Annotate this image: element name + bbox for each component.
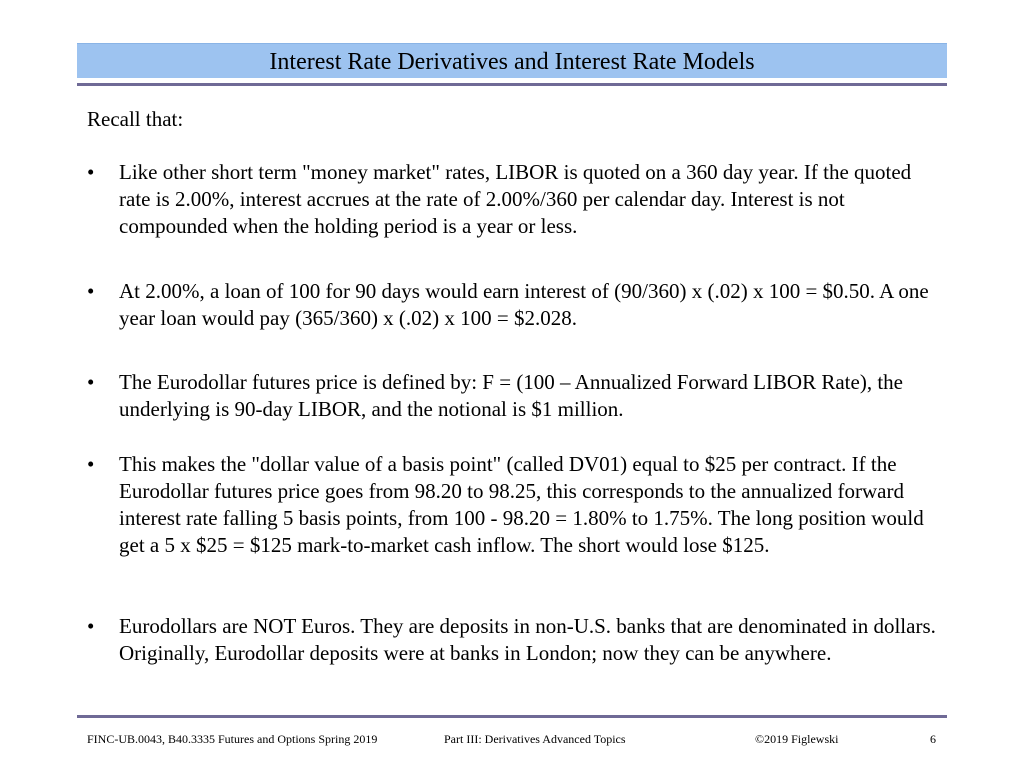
bullet-text: Like other short term "money market" rates, LIBOR is quoted on a 360 day year. If the quoted rate is 2.00%, interest accrues at the rate of 2.00%/360 per calendar day. Interest is not compounded when the holding period is a year or less. [119,160,912,238]
bullet-marker: • [87,160,95,184]
bullet-item [87,369,947,423]
bullet-marker: • [87,614,95,638]
footer-course: FINC-UB.0043, B40.3335 Futures and Options Spring 2019 [87,732,378,746]
footer-copyright: ©2019 Figlewski [755,732,839,746]
intro-text: Recall that: [87,107,184,131]
bullet-marker: • [87,370,95,394]
page-number: 6 [930,732,936,746]
bullet-text: At 2.00%, a loan of 100 for 90 days would earn interest of (90/360) x (.02) x 100 = $0.50. A one year loan would pay (365/360) x (.02) x 100 = $2.028. [119,279,929,330]
bullet-text: The Eurodollar futures price is defined by: F = (100 – Annualized Forward LIBOR Rate), the underlying is 90-day LIBOR, and the notional is $1 million. [119,370,903,421]
footer-part: Part III: Derivatives Advanced Topics [444,732,626,746]
bullet-item [87,451,947,559]
bullet-marker: • [87,279,95,303]
bullet-text: Eurodollars are NOT Euros. They are deposits in non-U.S. banks that are denominated in dollars. Originally, Eurodollar deposits were at banks in London; now they can be anywhere. [119,614,936,665]
title-divider [77,83,947,86]
page-title: Interest Rate Derivatives and Interest Rate Models [269,49,755,75]
bullet-text: This makes the "dollar value of a basis point" (called DV01) equal to $25 per contract. If the Eurodollar futures price goes from 98.20 to 98.25, this corresponds to the annualized forward interest rate falling 5 basis points, from 100 - 98.20 = 1.80% to 1.75%. The long position would get a 5 x $25 = $125 mark-to-market cash inflow. The short would lose $125. [119,452,924,557]
bullet-marker: • [87,452,95,476]
title-bar [77,43,947,78]
footer-divider [77,715,947,718]
bullet-item [87,159,947,240]
bullet-item [87,278,947,332]
bullet-item [87,613,947,667]
